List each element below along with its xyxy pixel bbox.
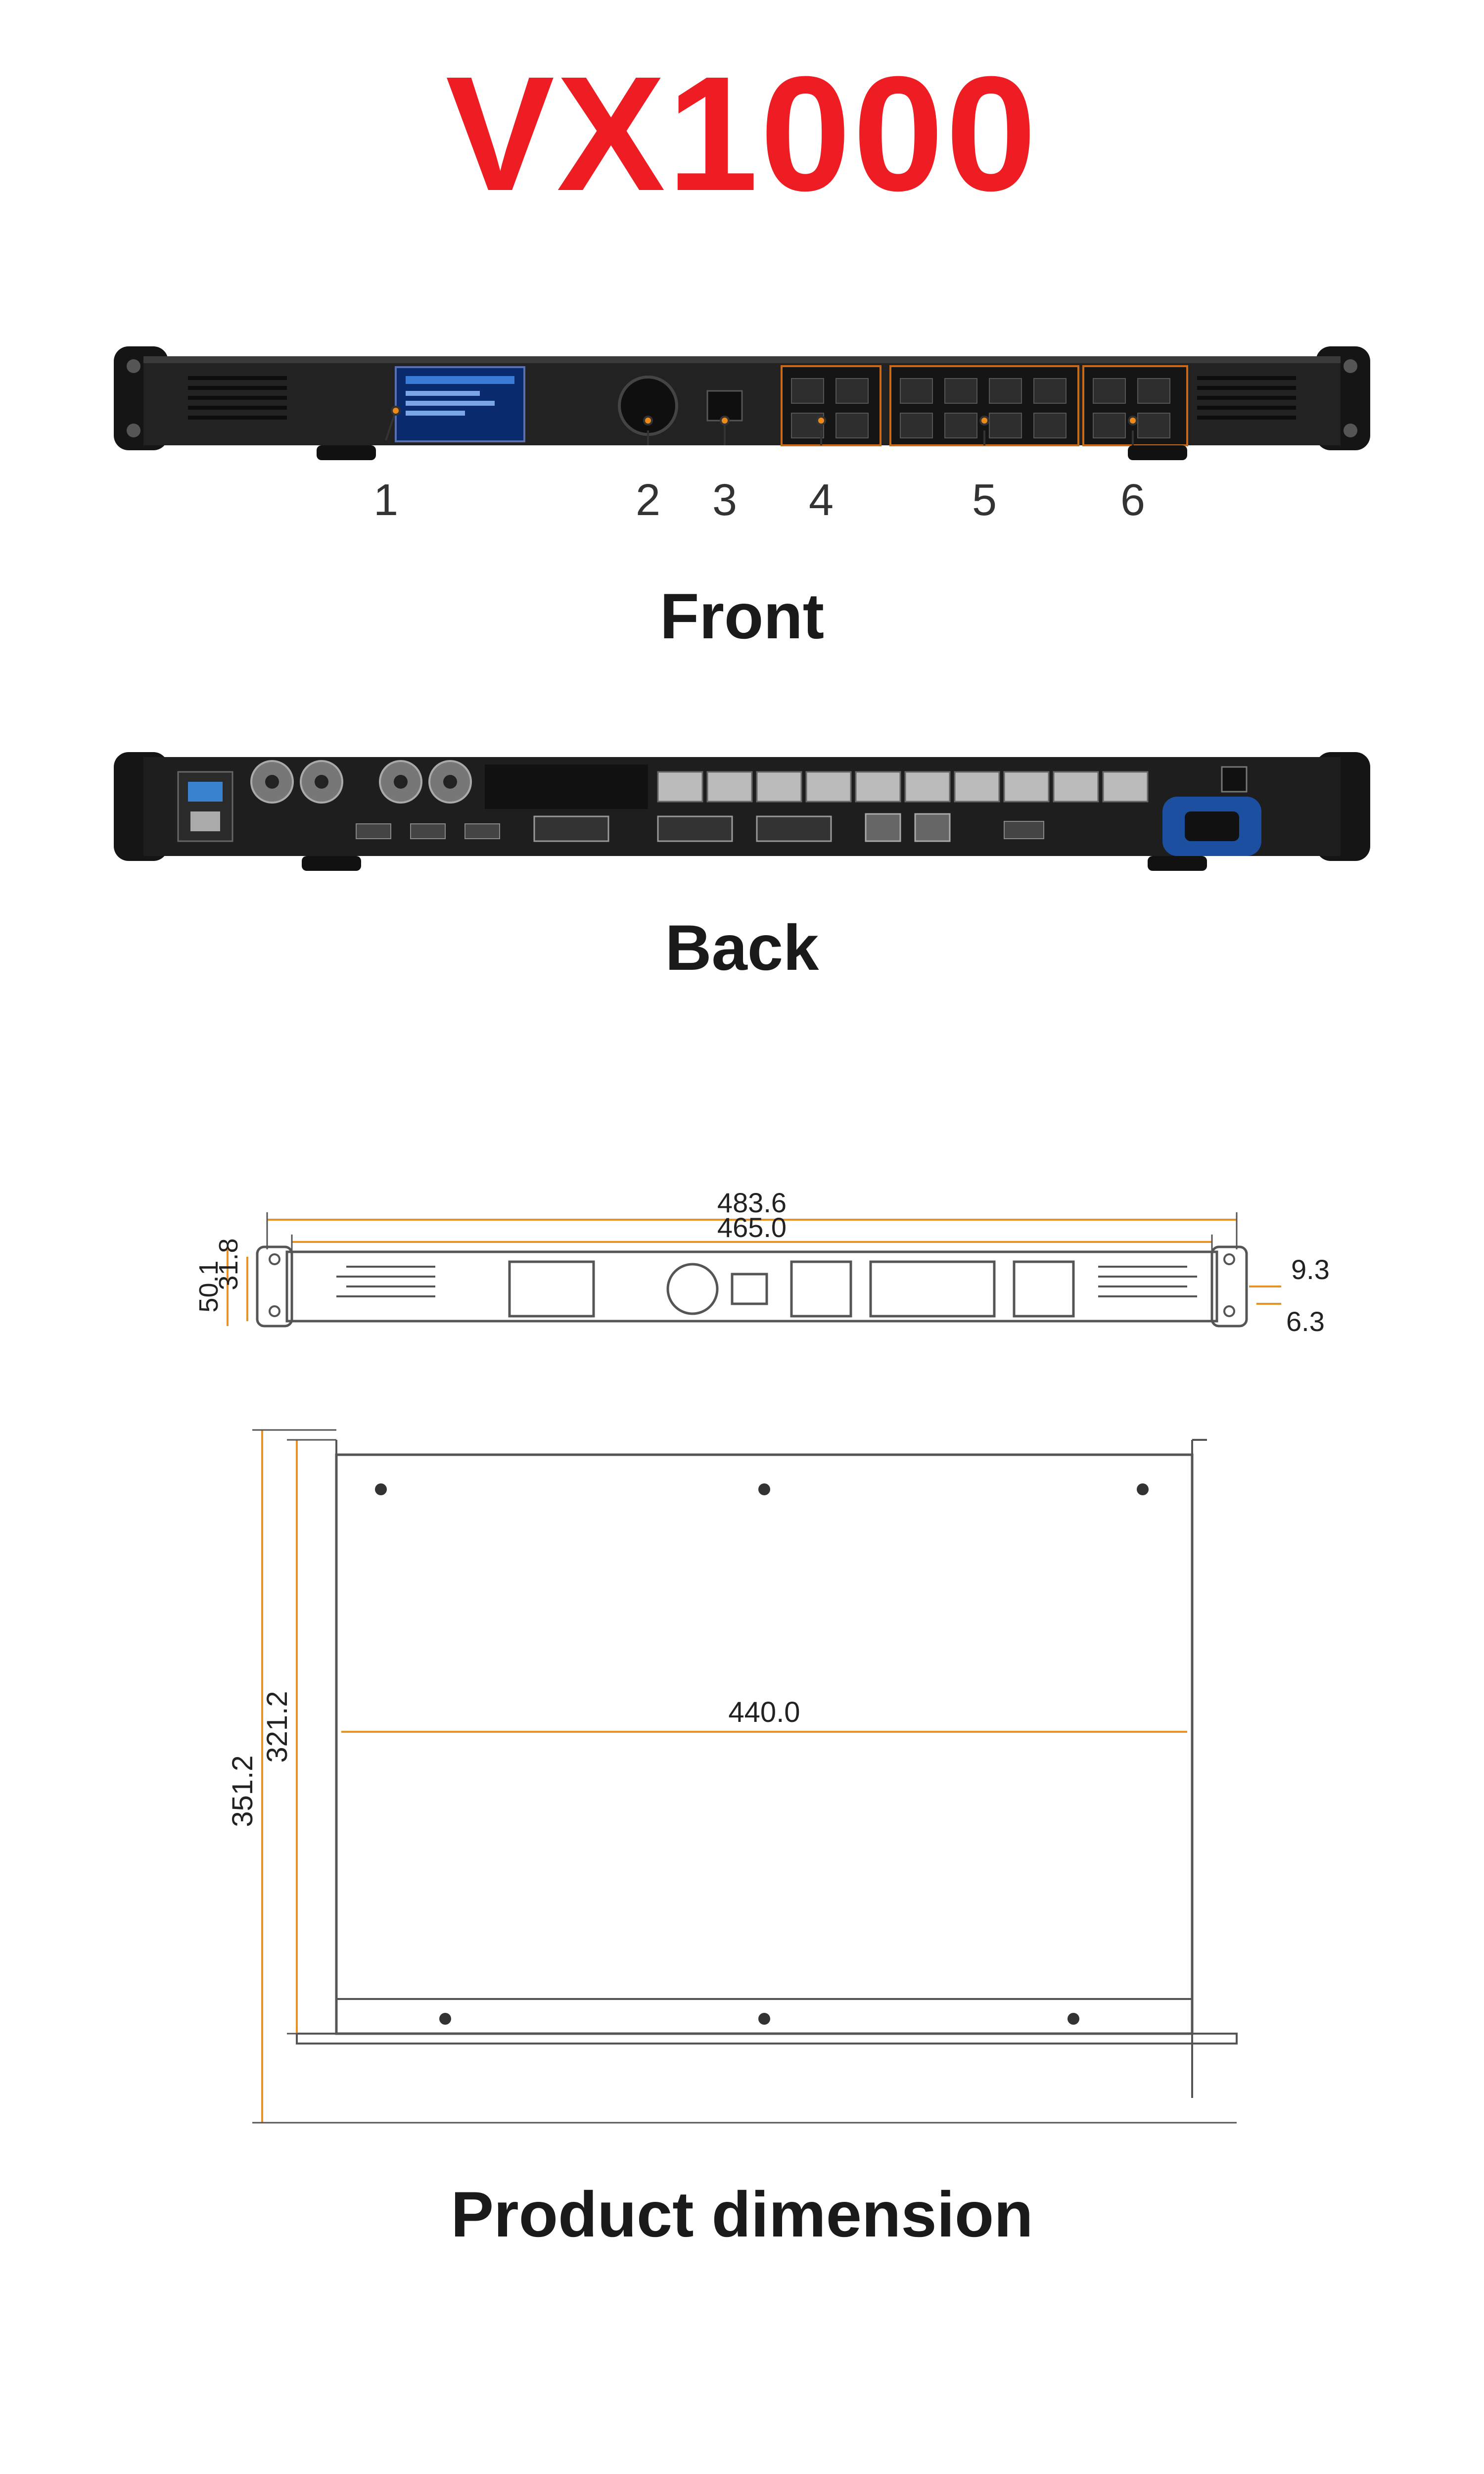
- dim-right-bottom: 6.3: [1286, 1306, 1325, 1337]
- front-callout-5: 5: [972, 476, 997, 525]
- dimension-section-title: Product dimension: [451, 2178, 1033, 2250]
- product-model-title: VX1000: [445, 42, 1039, 225]
- front-callout-3: 3: [712, 476, 738, 525]
- front-callout-6: 6: [1120, 476, 1146, 525]
- front-callout-4: 4: [808, 476, 834, 525]
- dim-depth-outer: 351.2: [227, 1755, 259, 1827]
- dim-height-inner: 31.8: [214, 1238, 243, 1290]
- dimension-top-view: [0, 1410, 1484, 2152]
- front-callout-2: 2: [635, 476, 661, 525]
- dimension-front-view: [0, 1163, 1484, 1410]
- dim-right-top: 9.3: [1291, 1254, 1330, 1285]
- front-section-title: Front: [659, 580, 825, 652]
- dim-overall-width: 483.6: [717, 1187, 787, 1218]
- dim-body-width: 465.0: [717, 1212, 787, 1243]
- back-section-title: Back: [665, 911, 819, 984]
- front-callout-1: 1: [373, 476, 399, 525]
- back-panel-image: [99, 742, 1385, 891]
- dim-depth-inner: 321.2: [261, 1691, 293, 1763]
- dim-top-width: 440.0: [728, 1696, 800, 1728]
- front-panel-image: [99, 336, 1385, 495]
- dim-height-outer: 50.1: [194, 1260, 224, 1313]
